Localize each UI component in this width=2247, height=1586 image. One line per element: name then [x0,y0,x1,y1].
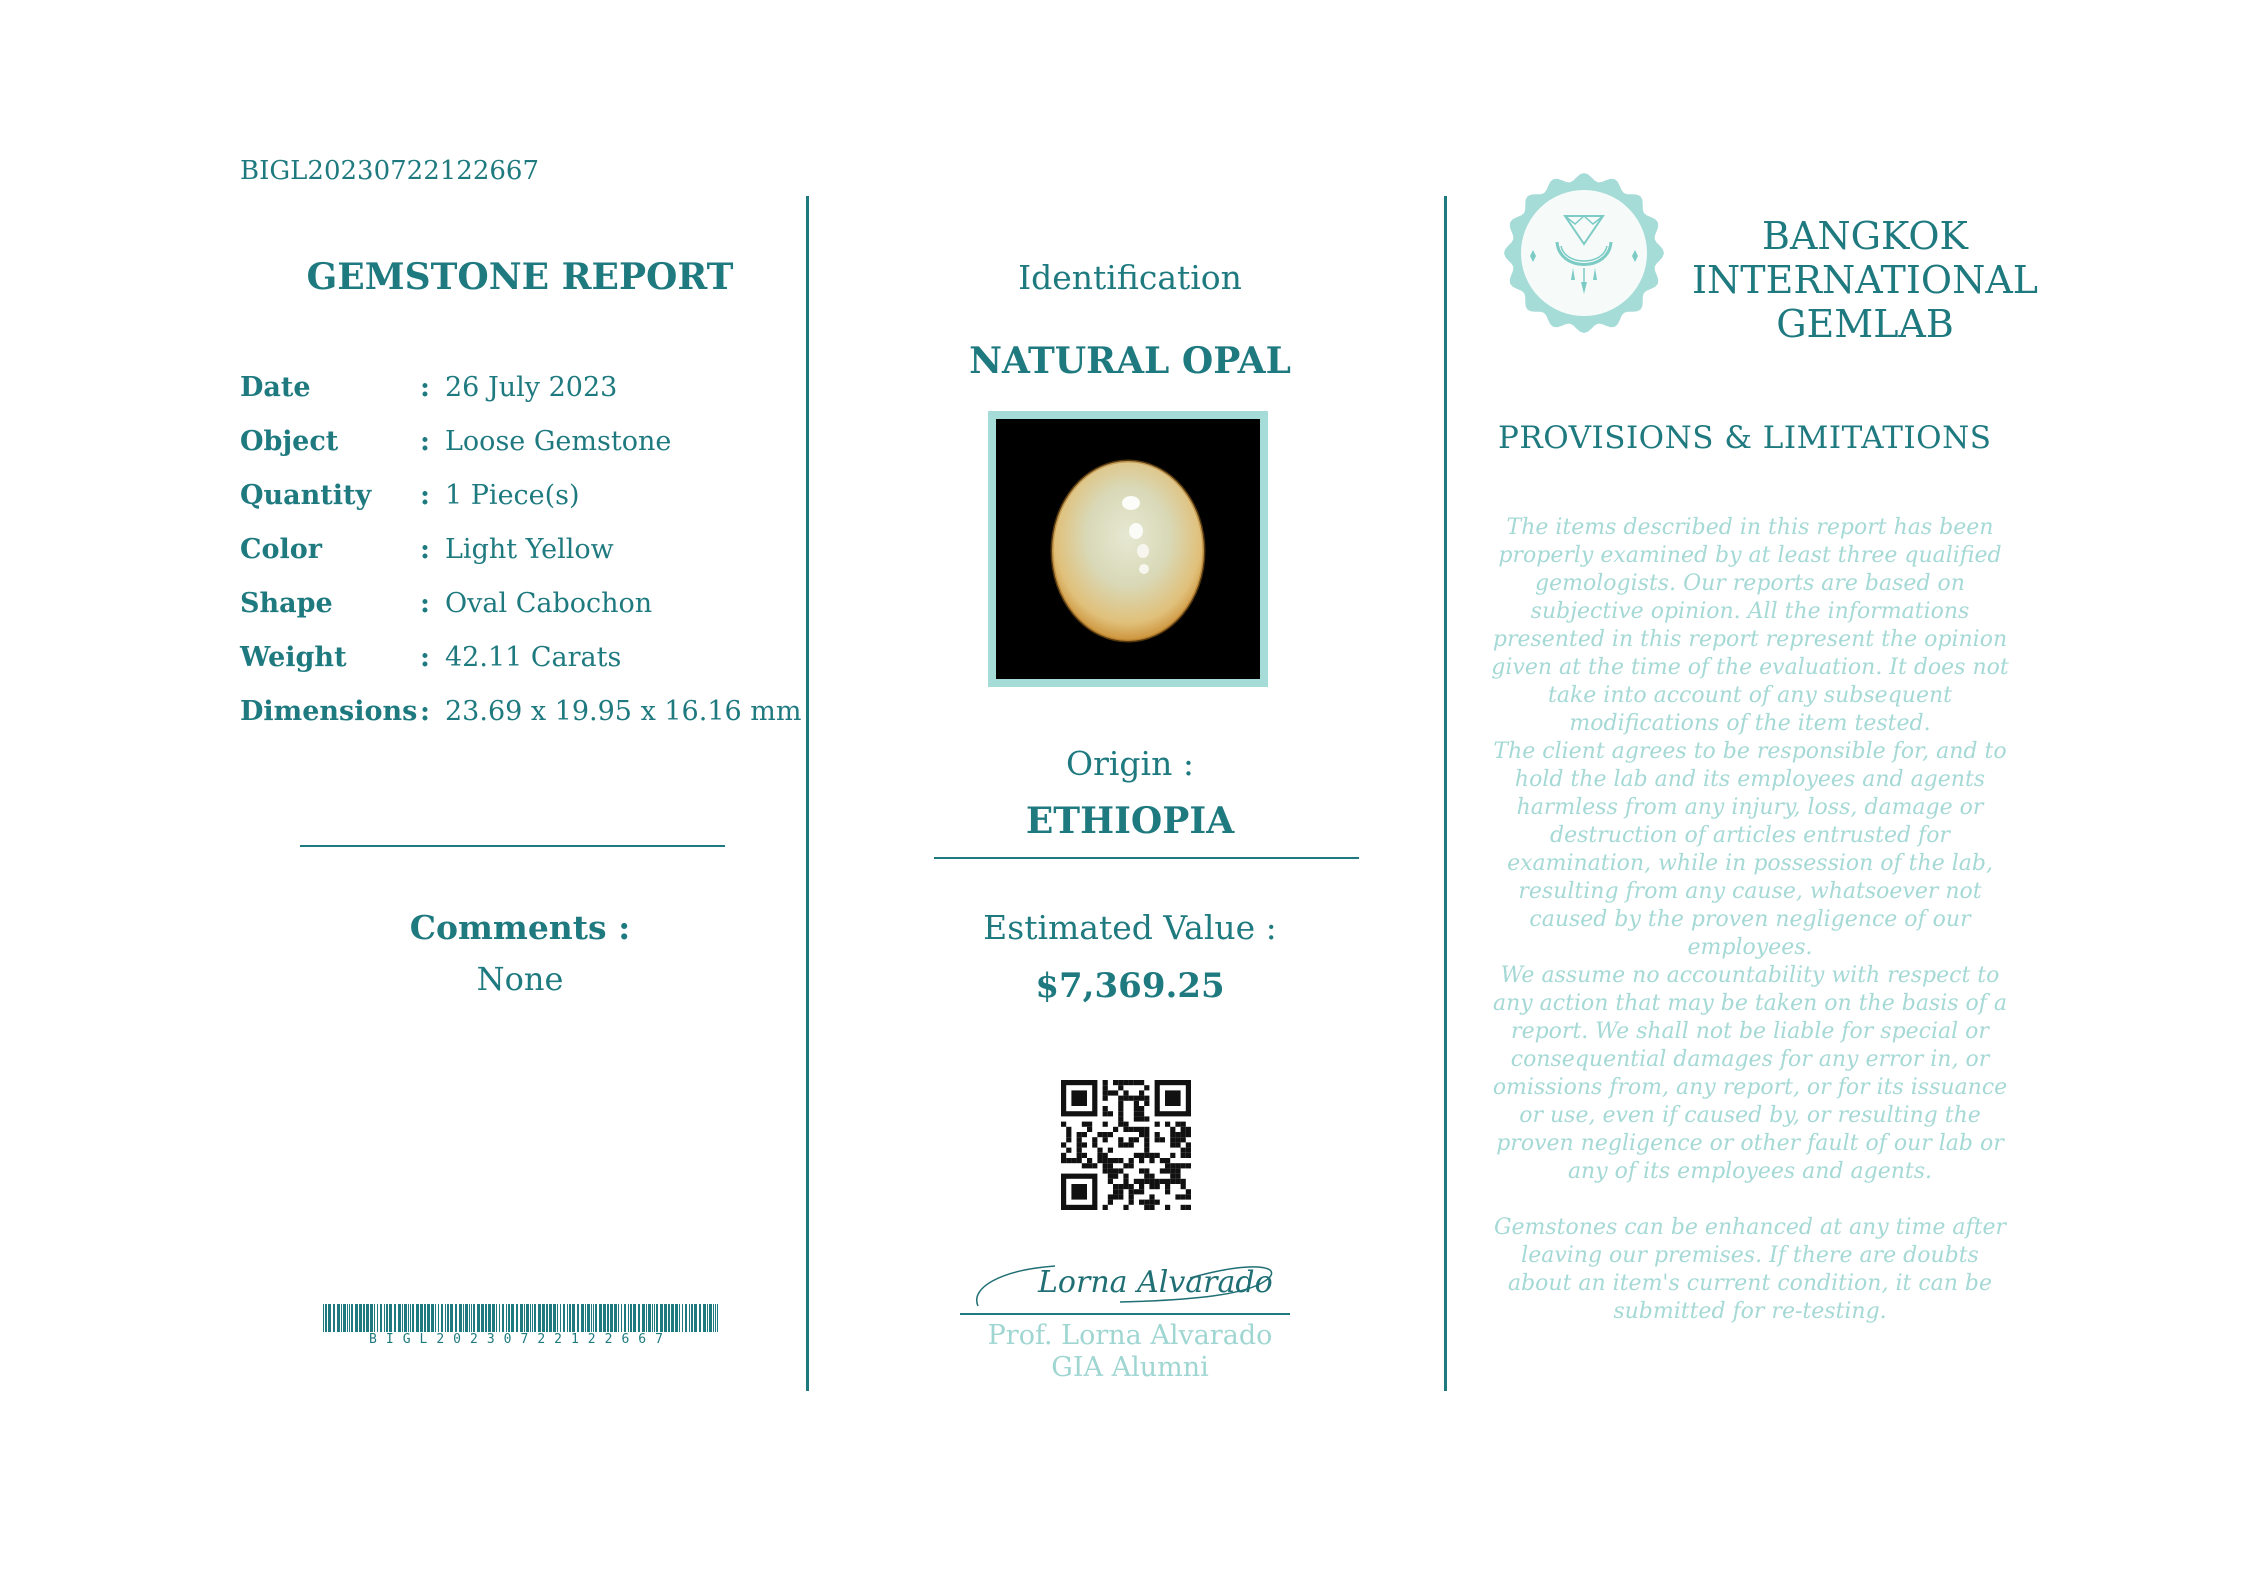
spec-separator: : [420,426,430,457]
spec-separator: : [420,534,430,565]
spec-separator: : [420,696,430,727]
barcode [323,1304,718,1332]
barcode-text: BIGL20230722122667 [369,1332,672,1347]
spec-value: 1 Piece(s) [445,480,580,511]
lab-name-line: BANGKOK [1762,214,1968,258]
spec-value: Loose Gemstone [445,426,672,457]
signature-image [960,1248,1290,1316]
comments-value: None [476,960,564,998]
spec-label: Date [240,372,311,403]
lab-name [1680,214,2050,346]
signer-name: Prof. Lorna Alvarado [987,1320,1273,1351]
qr-code [1061,1080,1191,1210]
signer-title: GIA Alumni [1051,1352,1209,1383]
spec-separator: : [420,642,430,673]
lab-name-line: INTERNATIONAL [1691,258,2038,302]
gemstone-photo [996,419,1260,679]
identification-value: NATURAL OPAL [969,340,1291,382]
svg-text:Lorna Alvarado: Lorna Alvarado [1038,1265,1273,1300]
report-title: GEMSTONE REPORT [306,256,734,298]
provisions-paragraph: The client agrees to be responsible for, and to hold the lab and its employees and agents harmless from any injury, loss, damage or destruction of articles entrusted for examination, while in possession of the lab, resulting from any cause, whatsoever not caused by the proven negligence of our employees. [1493,739,2007,960]
estimated-value: $7,369.25 [1035,966,1225,1006]
origin-label: Origin : [1066,744,1194,783]
spec-value: 26 July 2023 [445,372,618,403]
report-number: BIGL20230722122667 [240,156,539,186]
spec-value: Light Yellow [445,534,614,565]
divider [300,845,725,847]
provisions-paragraph: We assume no accountability with respect to any action that may be taken on the basis of a report. We shall not be liable for special or consequential damages for any error in, or omissions from, any report, or for its issuance or use, even if caused by, or resulting the proven negligence or other fault of our lab or any of its employees and agents. [1492,963,2008,1184]
lab-name-line: GEMLAB [1776,302,1954,346]
column-divider-right [1444,196,1447,1391]
spec-separator: : [420,372,430,403]
spec-label: Object [240,426,339,457]
spec-value: Oval Cabochon [445,588,653,619]
spec-label: Shape [240,588,333,619]
column-divider-left [806,196,809,1391]
spec-label: Color [240,534,322,565]
spec-label: Dimensions [240,696,418,727]
divider [934,857,1359,859]
lab-seal-logo [1503,172,1665,334]
spec-label: Weight [240,642,347,673]
gemstone-photo-frame [988,411,1268,687]
spec-label: Quantity [240,480,372,511]
identification-label: Identification [1018,258,1242,297]
origin-value: ETHIOPIA [1025,800,1235,842]
spec-value: 42.11 Carats [445,642,622,673]
estimated-value-label: Estimated Value : [983,908,1277,947]
spec-separator: : [420,588,430,619]
provisions-paragraph: The items described in this report has been properly examined by at least three qualified gemologists. Our reports are based on subjective opinion. All the informations presented in this report represent the opinion given at the time of the evaluation. It does not take into account of any subsequent modifications of the item tested. [1491,515,2009,736]
provisions-title: PROVISIONS & LIMITATIONS [1498,420,1992,456]
comments-label: Comments : [409,908,631,947]
spec-value: 23.69 x 19.95 x 16.16 mm [445,696,802,727]
spec-separator: : [420,480,430,511]
provisions-paragraph: Gemstones can be enhanced at any time after leaving our premises. If there are doubts about an item's current condition, it can be submitted for re-testing. [1493,1215,2007,1324]
